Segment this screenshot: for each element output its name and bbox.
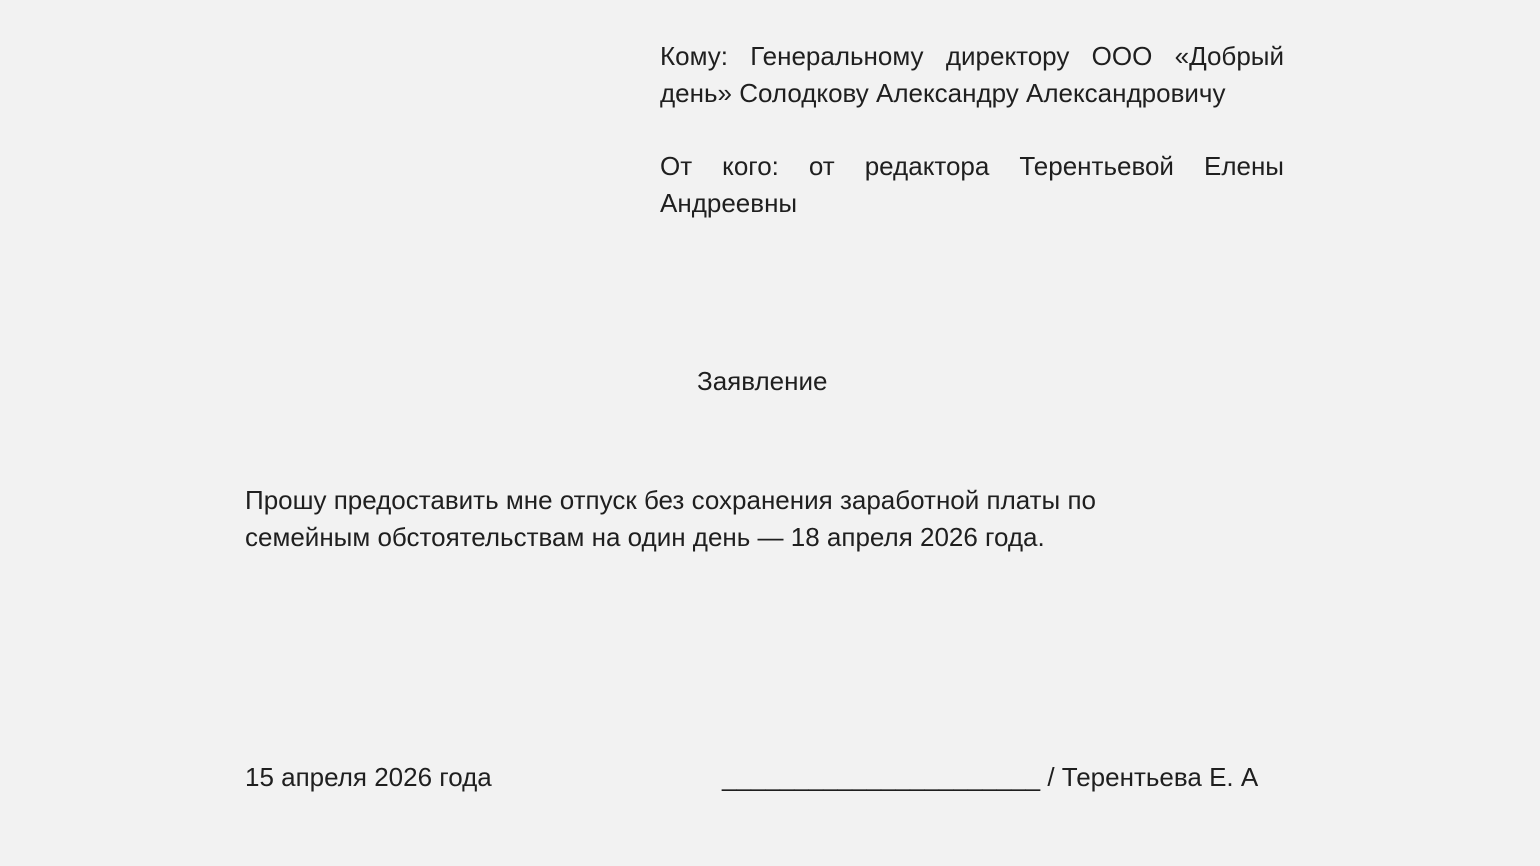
document-date: 15 апреля 2026 года: [245, 762, 492, 792]
footer: [0, 759, 1540, 799]
sender: От кого: от редактора Терентьевой Елены Андреевны: [660, 151, 1284, 218]
addressee: Кому: Генеральному директору ООО «Добрый день» Солодкову Александру Александровичу: [660, 41, 1284, 108]
document-title: Заявление: [697, 366, 828, 396]
request-text: Прошу предоставить мне отпуск без сохранения заработной платы по семейным обстоятельствам на один день — 18 апреля 2026 года.: [245, 485, 1097, 552]
signature-line: ______________________ / Терентьева Е. А: [722, 762, 1259, 792]
